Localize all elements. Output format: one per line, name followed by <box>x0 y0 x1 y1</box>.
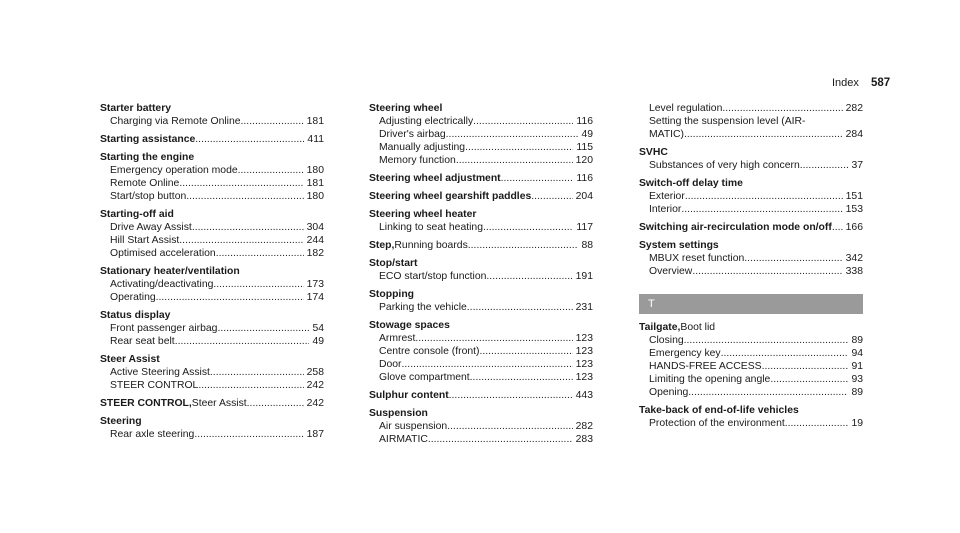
see-reference: Running boards <box>394 240 468 251</box>
page-ref[interactable]: 115 <box>576 142 593 153</box>
entry-heading <box>639 146 863 159</box>
leader-dots <box>428 433 573 446</box>
subentry[interactable] <box>369 221 593 234</box>
subentry-text: Limiting the opening angle <box>649 374 771 385</box>
leader-dots <box>470 371 573 384</box>
subentry[interactable] <box>639 128 863 141</box>
leader-dots <box>692 265 842 278</box>
leader-dots <box>785 417 849 430</box>
page-ref[interactable]: 166 <box>845 222 863 233</box>
entry-heading <box>639 321 863 334</box>
subentry-text: Exterior <box>649 191 685 202</box>
entry-heading[interactable] <box>369 389 593 402</box>
subentry-text: Charging via Remote Online <box>110 116 241 127</box>
subentry-text: Hill Start Assist <box>110 235 180 246</box>
heading-text: Stopping <box>369 289 415 300</box>
page-ref[interactable]: 204 <box>575 191 593 202</box>
leader-dots <box>473 115 573 128</box>
leader-dots <box>681 203 842 216</box>
index-entry <box>369 257 593 283</box>
subentry-text: Emergency operation mode <box>110 165 238 176</box>
index-entry <box>639 221 863 234</box>
heading-text: Suspension <box>369 408 428 419</box>
index-entry <box>369 190 593 203</box>
entry-heading[interactable] <box>100 397 324 410</box>
leader-dots <box>465 141 573 154</box>
index-entry <box>639 239 863 278</box>
leader-dots <box>179 177 303 190</box>
subentry[interactable] <box>100 291 324 304</box>
page-ref[interactable]: 231 <box>575 302 593 313</box>
subentry-text: ECO start/stop function <box>379 271 487 282</box>
heading-text: Stationary heater/ventilation <box>100 266 240 277</box>
subentry[interactable] <box>100 278 324 291</box>
leader-dots <box>192 221 304 234</box>
leader-dots <box>685 190 843 203</box>
subentry-text: Overview <box>649 266 693 277</box>
page-ref[interactable]: 123 <box>575 372 593 383</box>
subentry[interactable] <box>369 433 593 446</box>
entry-heading[interactable] <box>639 221 863 234</box>
index-label: Index <box>832 77 859 89</box>
heading-text: Tailgate, <box>639 322 681 333</box>
leader-dots <box>447 420 573 433</box>
section-letter: T <box>639 294 863 314</box>
heading-text: Switching air-recirculation mode on/off <box>639 222 832 233</box>
index-entry <box>100 102 324 128</box>
subentry[interactable] <box>100 164 324 177</box>
subentry[interactable] <box>100 335 324 348</box>
page-ref[interactable]: 173 <box>306 279 324 290</box>
subentry-text: HANDS-FREE ACCESS <box>649 361 762 372</box>
index-entry <box>100 265 324 304</box>
index-column-2 <box>369 102 593 451</box>
entry-heading <box>369 208 593 221</box>
page-ref[interactable]: 180 <box>306 165 324 176</box>
index-entry <box>639 102 863 141</box>
page-ref[interactable]: 181 <box>306 178 324 189</box>
leader-dots <box>762 360 849 373</box>
page-number: 587 <box>870 77 891 89</box>
subentry-text: Memory function <box>379 155 456 166</box>
subentry-text: Optimised acceleration <box>110 248 216 259</box>
index-column-1 <box>100 102 324 446</box>
entry-heading <box>369 319 593 332</box>
page-ref[interactable]: 93 <box>851 374 863 385</box>
leader-dots <box>449 389 573 402</box>
page-ref[interactable]: 283 <box>575 434 593 445</box>
leader-dots <box>501 172 574 185</box>
subentry-text: Air suspension <box>379 421 448 432</box>
subentry[interactable] <box>369 420 593 433</box>
leader-dots <box>483 221 573 234</box>
heading-text: Stowage spaces <box>369 320 450 331</box>
see-reference: Boot lid <box>680 322 716 333</box>
page-ref[interactable]: 151 <box>845 191 863 202</box>
page-ref[interactable]: 242 <box>306 398 324 409</box>
entry-heading <box>100 102 324 115</box>
entry-heading[interactable] <box>100 133 324 146</box>
subentry-text: Adjusting electrically <box>379 116 474 127</box>
subentry-text: Closing <box>649 335 684 346</box>
index-entry <box>100 151 324 203</box>
subentry-text: Parking the vehicle <box>379 302 467 313</box>
leader-dots <box>217 322 309 335</box>
heading-text: Stop/start <box>369 258 418 269</box>
subentry-text: Active Steering Assist <box>110 367 210 378</box>
subentry-text: Door <box>379 359 402 370</box>
leader-dots <box>467 301 573 314</box>
heading-text: Steering wheel adjustment <box>369 173 501 184</box>
page-ref[interactable]: 244 <box>306 235 324 246</box>
leader-dots <box>722 102 842 115</box>
leader-dots <box>688 386 848 399</box>
subentry-text: Glove compartment <box>379 372 470 383</box>
entry-heading <box>100 353 324 366</box>
heading-text: Take-back of end-of-life vehicles <box>639 405 799 416</box>
page-ref[interactable]: 174 <box>306 292 324 303</box>
index-entry <box>639 321 863 399</box>
page-ref[interactable]: 153 <box>845 204 863 215</box>
leader-dots <box>210 366 304 379</box>
page-ref[interactable]: 116 <box>576 173 593 184</box>
subentry[interactable] <box>639 203 863 216</box>
index-entry <box>100 415 324 441</box>
index-entry <box>639 177 863 216</box>
index-entry <box>100 353 324 392</box>
index-column-3 <box>639 102 863 435</box>
subentry[interactable] <box>639 190 863 203</box>
heading-text: Step, <box>369 240 395 251</box>
subentry[interactable] <box>100 234 324 247</box>
index-entry <box>100 208 324 260</box>
page-ref[interactable]: 443 <box>575 390 593 401</box>
leader-dots <box>415 332 572 345</box>
entry-heading <box>369 257 593 270</box>
entry-heading <box>369 407 593 420</box>
leader-dots <box>531 190 572 203</box>
heading-text: Sulphur content <box>369 390 449 401</box>
index-entry <box>100 133 324 146</box>
subentry-text: Armrest <box>379 333 416 344</box>
subentry-text: Emergency key <box>649 348 721 359</box>
leader-dots <box>486 270 572 283</box>
page-ref[interactable]: 282 <box>845 103 863 114</box>
leader-dots <box>770 373 848 386</box>
subentry[interactable] <box>100 379 324 392</box>
subentry[interactable] <box>100 428 324 441</box>
entry-heading[interactable] <box>369 190 593 203</box>
index-entry <box>369 319 593 384</box>
leader-dots <box>194 428 303 441</box>
leader-dots <box>175 335 310 348</box>
page-ref[interactable]: 182 <box>306 248 324 259</box>
entry-heading <box>369 102 593 115</box>
page-ref[interactable]: 304 <box>306 222 324 233</box>
subentry[interactable] <box>369 358 593 371</box>
leader-dots <box>247 397 304 410</box>
heading-text: Steer Assist <box>100 354 160 365</box>
heading-text: Starting assistance <box>100 134 196 145</box>
subentry[interactable] <box>369 301 593 314</box>
subentry-text: Protection of the environment <box>649 418 785 429</box>
page-ref[interactable]: 91 <box>851 361 863 372</box>
page-ref[interactable]: 94 <box>851 348 863 359</box>
leader-dots <box>468 239 579 252</box>
subentry-text: Substances of very high concern <box>649 160 800 171</box>
page-ref[interactable]: 88 <box>581 240 593 251</box>
leader-dots <box>446 128 579 141</box>
subentry[interactable] <box>639 252 863 265</box>
subentry-text: Start/stop button <box>110 191 187 202</box>
subentry-text: Opening <box>649 387 689 398</box>
subentry-text: Setting the suspension level (AIR- <box>649 116 806 127</box>
leader-dots <box>195 133 304 146</box>
entry-heading <box>639 404 863 417</box>
page-ref[interactable]: 116 <box>576 116 593 127</box>
page-ref[interactable]: 338 <box>845 266 863 277</box>
leader-dots <box>480 345 573 358</box>
subentry[interactable] <box>369 128 593 141</box>
subentry-text: Driver's airbag <box>379 129 446 140</box>
subentry[interactable] <box>639 347 863 360</box>
page-ref[interactable]: 181 <box>306 116 324 127</box>
heading-text: Starting the engine <box>100 152 195 163</box>
index-entry <box>369 172 593 185</box>
page-ref[interactable]: 180 <box>306 191 324 202</box>
subentry-text-cont: MATIC) <box>649 129 685 140</box>
heading-text: Starting-off aid <box>100 209 174 220</box>
entry-heading <box>100 208 324 221</box>
leader-dots <box>156 291 304 304</box>
page-ref[interactable]: 411 <box>307 134 324 145</box>
subentry-text: Activating/deactivating <box>110 279 214 290</box>
subentry[interactable] <box>100 177 324 190</box>
heading-text: Steering <box>100 416 142 427</box>
subentry[interactable] <box>369 141 593 154</box>
page-header <box>832 77 890 90</box>
heading-text: STEER CONTROL, <box>100 398 192 409</box>
index-entry <box>369 288 593 314</box>
heading-text: Steering wheel <box>369 103 443 114</box>
page-ref[interactable]: 37 <box>851 160 863 171</box>
subentry[interactable] <box>369 115 593 128</box>
subentry[interactable] <box>369 371 593 384</box>
subentry-text: STEER CONTROL <box>110 380 199 391</box>
heading-text: Steering wheel gearshift paddles <box>369 191 532 202</box>
subentry-text: Interior <box>649 204 682 215</box>
entry-heading[interactable] <box>369 239 593 252</box>
leader-dots <box>213 278 303 291</box>
subentry[interactable] <box>369 345 593 358</box>
subentry-text: Linking to seat heating <box>379 222 483 233</box>
subentry-text: MBUX reset function <box>649 253 745 264</box>
subentry-text: Drive Away Assist <box>110 222 192 233</box>
page-ref[interactable]: 19 <box>851 418 863 429</box>
see-reference: Steer Assist <box>191 398 247 409</box>
index-entry <box>369 407 593 446</box>
page-ref[interactable]: 123 <box>575 346 593 357</box>
page-ref[interactable]: 54 <box>312 323 324 334</box>
leader-dots <box>216 247 304 260</box>
leader-dots <box>241 115 304 128</box>
page-ref[interactable]: 123 <box>575 333 593 344</box>
page-ref[interactable]: 187 <box>306 429 324 440</box>
leader-dots <box>744 252 842 265</box>
subentry[interactable] <box>639 334 863 347</box>
leader-dots <box>832 221 843 234</box>
leader-dots <box>198 379 303 392</box>
heading-text: Status display <box>100 310 171 321</box>
subentry[interactable] <box>639 360 863 373</box>
leader-dots <box>800 159 849 172</box>
subentry[interactable] <box>639 102 863 115</box>
heading-text: System settings <box>639 240 719 251</box>
leader-dots <box>721 347 849 360</box>
subentry-text: Centre console (front) <box>379 346 480 357</box>
index-entry <box>369 208 593 234</box>
subentry-text: AIRMATIC <box>379 434 428 445</box>
leader-dots <box>238 164 304 177</box>
subentry[interactable] <box>100 322 324 335</box>
page-ref[interactable]: 89 <box>851 335 863 346</box>
index-entry <box>369 389 593 402</box>
subentry[interactable] <box>100 115 324 128</box>
page-ref[interactable]: 258 <box>306 367 324 378</box>
index-entry <box>100 397 324 410</box>
page-ref[interactable]: 191 <box>575 271 593 282</box>
leader-dots <box>684 334 849 347</box>
index-entry <box>369 239 593 252</box>
heading-text: Steering wheel heater <box>369 209 477 220</box>
subentry[interactable] <box>369 332 593 345</box>
index-entry <box>100 309 324 348</box>
subentry[interactable] <box>639 386 863 399</box>
subentry-text: Manually adjusting <box>379 142 466 153</box>
entry-heading <box>100 309 324 322</box>
subentry-text: Operating <box>110 292 156 303</box>
page-ref[interactable]: 49 <box>581 129 593 140</box>
entry-heading <box>369 288 593 301</box>
subentry[interactable] <box>100 221 324 234</box>
entry-heading <box>100 415 324 428</box>
index-entry <box>369 102 593 167</box>
subentry-text: Level regulation <box>649 103 723 114</box>
heading-text: Starter battery <box>100 103 172 114</box>
leader-dots <box>179 234 303 247</box>
subentry[interactable] <box>639 417 863 430</box>
leader-dots <box>186 190 303 203</box>
entry-heading <box>100 265 324 278</box>
index-entry <box>639 146 863 172</box>
leader-dots <box>402 358 573 371</box>
subentry[interactable] <box>369 154 593 167</box>
leader-dots <box>456 154 573 167</box>
page-ref[interactable]: 123 <box>575 359 593 370</box>
page-ref[interactable]: 120 <box>575 155 593 166</box>
page-ref[interactable]: 89 <box>851 387 863 398</box>
subentry[interactable] <box>369 270 593 283</box>
subentry[interactable] <box>639 373 863 386</box>
page-ref[interactable]: 282 <box>575 421 593 432</box>
heading-text: Switch-off delay time <box>639 178 743 189</box>
subentry[interactable] <box>100 366 324 379</box>
subentry[interactable] <box>100 190 324 203</box>
leader-dots <box>684 128 843 141</box>
page-ref[interactable]: 284 <box>845 129 863 140</box>
subentry-text: Front passenger airbag <box>110 323 218 334</box>
page-ref[interactable]: 49 <box>312 336 324 347</box>
entry-heading <box>639 177 863 190</box>
entry-heading <box>639 239 863 252</box>
subentry[interactable] <box>639 265 863 278</box>
subentry[interactable] <box>100 247 324 260</box>
subentry[interactable] <box>639 159 863 172</box>
subentry-text: Remote Online <box>110 178 180 189</box>
index-entry <box>639 404 863 430</box>
subentry-text: Rear seat belt <box>110 336 175 347</box>
page-ref[interactable]: 117 <box>576 222 593 233</box>
page-ref[interactable]: 342 <box>845 253 863 264</box>
entry-heading[interactable] <box>369 172 593 185</box>
entry-heading <box>100 151 324 164</box>
subentry-text: Rear axle steering <box>110 429 195 440</box>
page-ref[interactable]: 242 <box>306 380 324 391</box>
heading-text: SVHC <box>639 147 668 158</box>
